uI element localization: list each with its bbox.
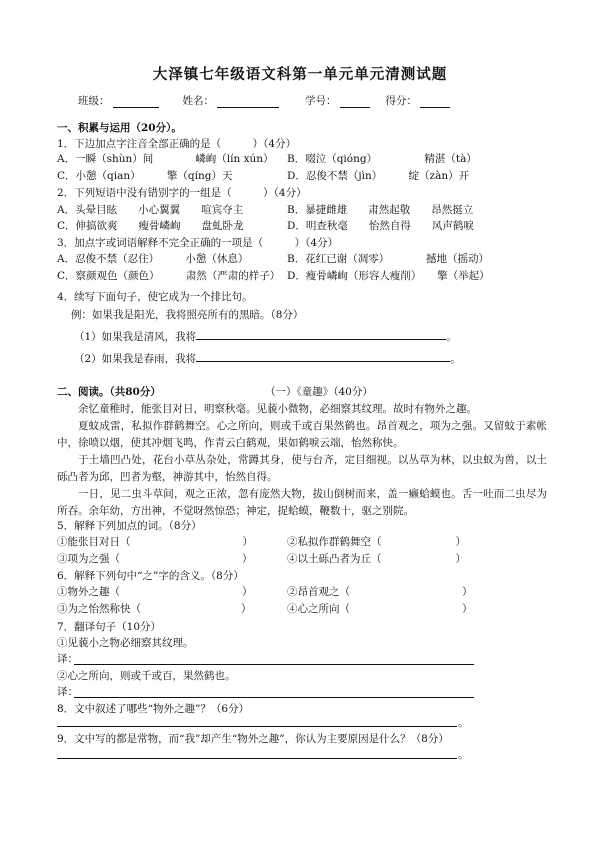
question-3-option-c[interactable]: C．察颜观色（颜色） 肃然（严肃的样子） [57,270,281,282]
class-field[interactable]: 班级： [78,93,159,108]
question-9-stem: 9．文中写的都是常物，而“我”却产生“物外之趣”，你认为主要原因是什么？（8分） [57,733,449,745]
score-field[interactable]: 得分： [386,93,451,108]
student-info-row [78,93,538,108]
question-3-stem: 3．加点字或词语解释不完全正确的一项是（ ）（4分） [57,237,339,249]
question-5-stem: 5．解释下列加点的词。（8分） [57,520,202,532]
question-7-stem: 7．翻译句子（10分） [57,621,162,633]
question-1-stem: 1．下边加点字注音全部正确的是（ ）（4分） [57,138,297,150]
question-5-item-d[interactable]: ④以土砾凸者为丘（ ） [287,553,466,565]
question-5-item-a[interactable]: ①能张目对日（ ） [57,536,253,548]
question-2-option-a[interactable]: A．头晕目眩 小心翼翼 喧宾夺主 [57,204,244,216]
question-2-option-d[interactable]: D．明查秋毫 怡然自得 风声鹤唳 [287,220,474,232]
question-3-option-a[interactable]: A．忍俊不禁（忍住） 小憩（休息） [57,253,249,265]
question-8-stem: 8．文中叙述了哪些“物外之趣”？（6分） [57,703,250,715]
section-heading-1: 一、积累与运用（20分）。 [57,122,182,134]
question-4-stem: 4．续写下面句子，使它成为一个排比句。 [57,291,253,303]
question-3-option-b[interactable]: B．花红已谢（凋零） 撼地（摇动） [287,253,489,265]
question-3-option-d[interactable]: D．瘦骨嶙峋（形容人瘦削） 擎（举起） [287,270,490,282]
question-7-sentence-1: ①见藐小之物必细察其纹理。 [57,637,194,649]
question-7-answer-line-1[interactable] [74,664,474,665]
question-2-stem: 2．下列短语中没有错别字的一组是（ ）（4分） [57,187,307,199]
section-heading-2: 二、阅读。（共80分） [57,386,161,398]
question-8-answer-line[interactable] [57,726,457,727]
question-4-line-1[interactable]: （1）如果我是清风，我将 。 [74,331,457,343]
question-6-stem: 6．解释下列句中“之”字的含义。（8分） [57,570,244,582]
page-title: 大泽镇七年级语文科第一单元单元清测试题 [152,66,448,83]
question-1-option-c[interactable]: C．小憩（qian） 擎（qíng）天 [57,170,233,182]
question-1-option-b[interactable]: B．啜泣（qióng） 精湛（tà） [287,153,477,165]
answer-line[interactable] [196,329,446,340]
question-1-option-a[interactable]: A．一瞬（shùn）间 嶙峋（lín xún） [57,153,274,165]
question-7-translation-label-2: 译： [57,686,78,698]
question-4-line-2[interactable]: （2）如果我是春雨，我将 。 [74,353,461,365]
passage-paragraph-1: 余忆童稚时，能张目对日，明察秋毫。见藐小微物，必细察其纹理。故时有物外之趣。 [78,403,477,415]
question-7-sentence-2: ②心之所向，则或千或百，果然鹤也。 [57,670,236,682]
question-6-item-d[interactable]: ④心之所向（ ） [287,603,473,615]
question-2-option-c[interactable]: C．伸搞欲爽 瘦骨嶙峋 盘虬卧龙 [57,220,244,232]
question-7-translation-label-1: 译： [57,653,78,665]
question-7-answer-line-2[interactable] [74,697,474,698]
question-4-example: 例：如果我是阳光，我将照亮所有的黑暗。（8分） [71,309,304,321]
question-6-item-c[interactable]: ③为之怡然称快（ ） [57,603,252,615]
passage-paragraph-4: 一日，见二虫斗草间，观之正浓，忽有庞然大物，拔山倒树而来，盖一癞蛤蟆也。舌一吐而二虫尽为所吞。余年幼，方出神，不觉呀然惊恐；神定，捉蛤蟆，鞭数十，驱之别院。 [57,488,547,517]
question-9-end-mark: 。 [458,749,469,761]
name-field[interactable]: 姓名： [183,93,280,108]
question-8-end-mark: 。 [458,717,469,729]
answer-line[interactable] [196,351,450,362]
question-5-item-b[interactable]: ②私拟作群鹤舞空（ ） [287,536,466,548]
question-6-item-a[interactable]: ①物外之趣（ ） [57,586,253,598]
question-2-option-b[interactable]: B．暴捷雌雄 肃然起敬 昂然挺立 [287,204,474,216]
passage-subtitle: （一）《童趣》（40分） [265,386,373,398]
passage-paragraph-2: 夏蚊成雷，私拟作群鹤舞空。心之所向，则或千或百果然鹤也。昂首观之，项为之强。又留蚊于素帐中，徐喷以烟，使其冲烟飞鸣，作青云白鹤观，果如鹤唳云端，怡然称快。 [57,420,547,449]
question-5-item-c[interactable]: ③项为之强（ ） [57,553,253,565]
passage-paragraph-3: 于土墙凹凸处，花台小草丛杂处，常蹲其身，使与台齐，定目细视。以丛草为林，以虫蚁为兽，以土砾凸者为邱，凹者为壑，神游其中，怡然自得。 [57,454,547,483]
question-9-answer-line[interactable] [57,758,457,759]
question-1-option-d[interactable]: D．忍俊不禁（jìn） 绽（zàn）开 [287,170,470,182]
student-id-field[interactable]: 学号： [305,93,370,108]
question-6-item-b[interactable]: ②昂首观之（ ） [287,586,473,598]
